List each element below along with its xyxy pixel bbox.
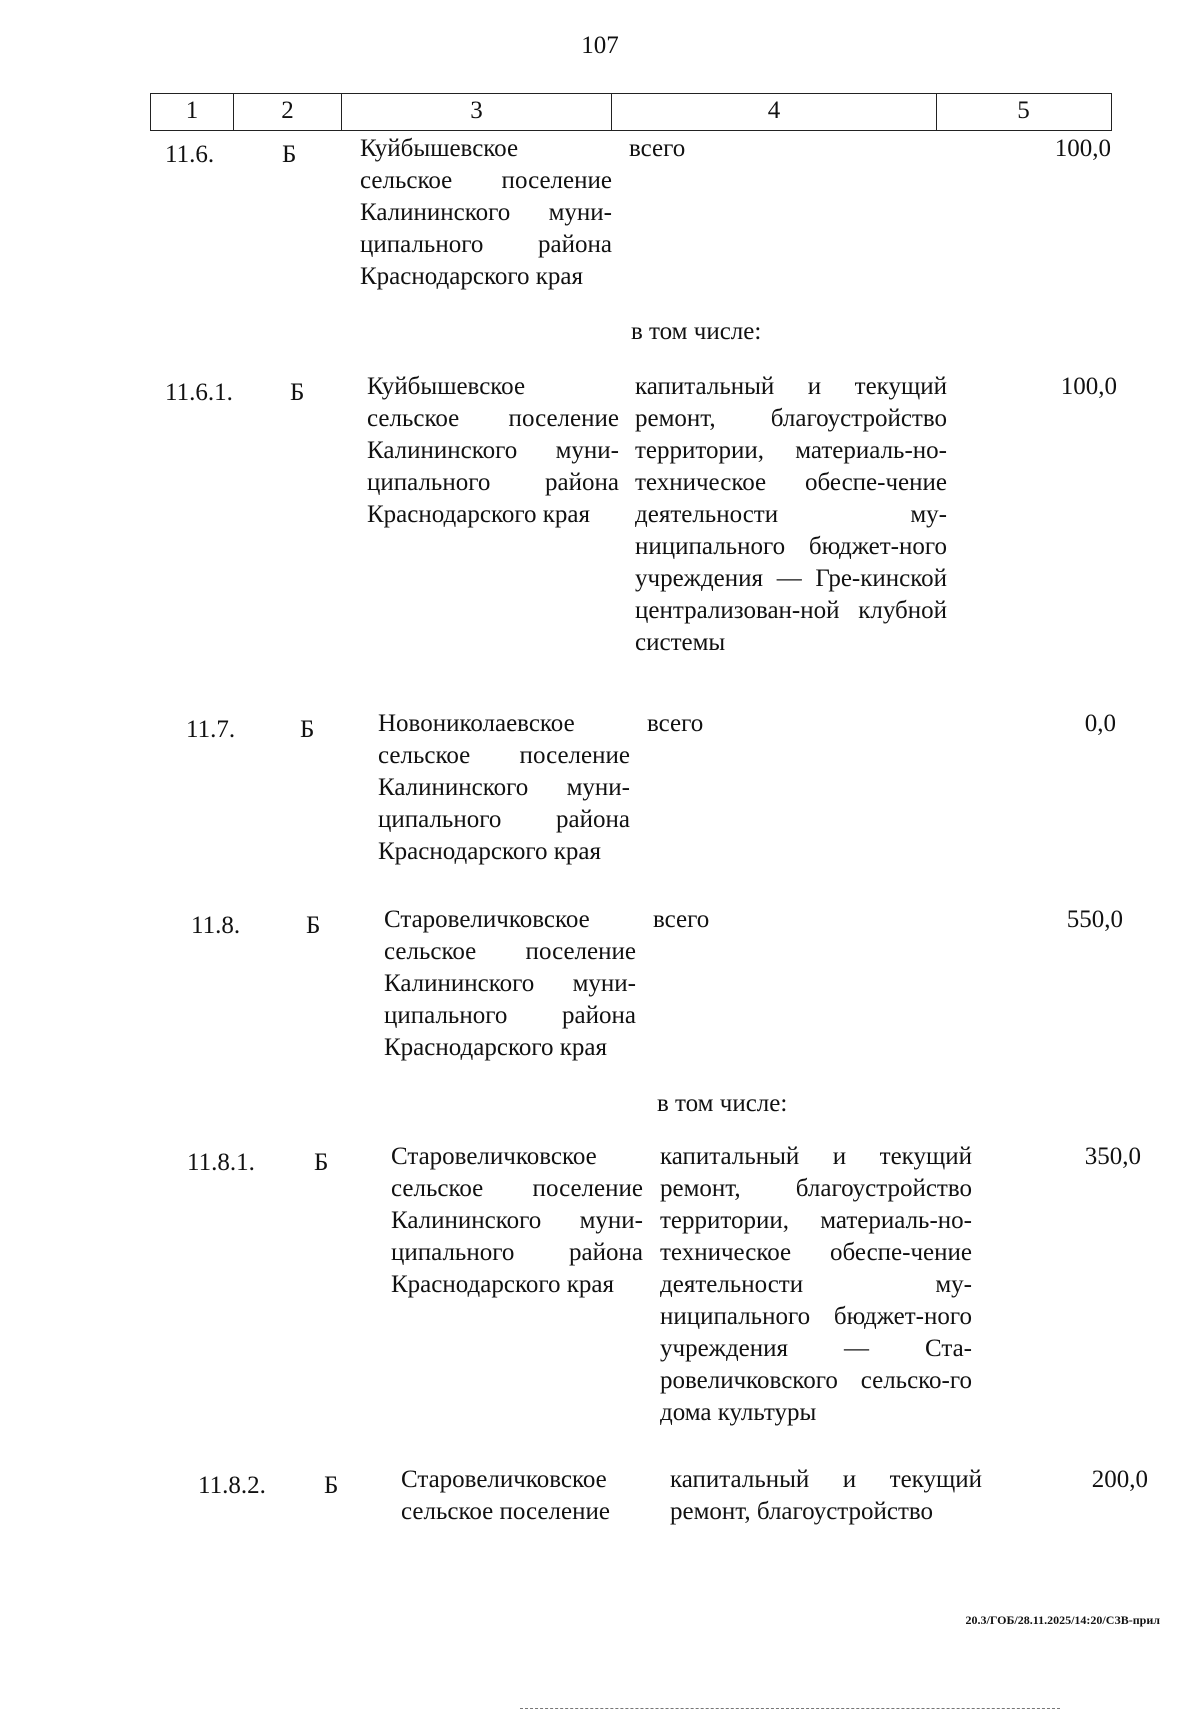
- row-recipient: Куйбышевское сельское поселение Калининского муни-ципального района Краснодарского края: [360, 135, 612, 290]
- row-recipient: Новониколаевское сельское поселение Калининского муни-ципального района Краснодарского края: [378, 710, 630, 865]
- row-recipient: Старовеличковское сельское поселение Калининского муни-ципального района Краснодарского края: [384, 906, 636, 1061]
- column-header-4: 4: [612, 94, 937, 130]
- row-amount: 200,0: [1091, 1466, 1148, 1493]
- column-header-2: 2: [234, 94, 342, 130]
- column-header-1: 1: [151, 94, 234, 130]
- page-number: 107: [581, 32, 619, 59]
- row-purpose: капитальный и текущий ремонт, благоустройство: [670, 1466, 982, 1525]
- row-code: Б: [306, 912, 321, 939]
- column-header-5: 5: [1017, 97, 1030, 124]
- row-recipient: Старовеличковское сельское поселение: [401, 1466, 610, 1525]
- table-row: [198, 1464, 1158, 1534]
- row-purpose: капитальный и текущий ремонт, благоустройство территории, материаль-но-техническое обеспе-чение деятельности му-ниципального бюджет-ного учреждения — Гре-кинской централизован-ной клубной системы: [635, 373, 947, 656]
- row-amount: 350,0: [1084, 1143, 1141, 1170]
- row-number: 11.6.: [165, 141, 215, 168]
- row-recipient: Куйбышевское сельское поселение Калининского муни-ципального района Краснодарского края: [367, 373, 619, 528]
- table-header-row: [150, 93, 1112, 131]
- row-purpose: всего: [647, 710, 704, 737]
- row-amount: 0,0: [1084, 710, 1116, 737]
- row-code: Б: [282, 141, 297, 168]
- row-number: 11.8.1.: [187, 1149, 255, 1176]
- bottom-divider: [520, 1708, 1060, 1709]
- row-code: Б: [300, 716, 315, 743]
- including-subheading: в том числе:: [657, 1090, 788, 1117]
- row-amount: 550,0: [1066, 906, 1123, 933]
- row-purpose: всего: [653, 906, 710, 933]
- table-row: [186, 708, 1136, 878]
- including-subheading: в том числе:: [631, 318, 762, 345]
- row-purpose: всего: [629, 135, 686, 162]
- row-recipient: Старовеличковское сельское поселение Калининского муни-ципального района Краснодарского края: [391, 1143, 643, 1298]
- table-row: [191, 904, 1141, 1074]
- table-row: [165, 133, 1115, 303]
- row-amount: 100,0: [1060, 373, 1117, 400]
- row-number: 11.8.: [191, 912, 241, 939]
- row-amount: 100,0: [1054, 135, 1111, 162]
- document-code: 20.3/ГОБ/28.11.2025/14:20/СЗВ-прил: [965, 1613, 1160, 1627]
- row-number: 11.6.1.: [165, 379, 233, 406]
- table-row: [187, 1141, 1147, 1441]
- row-purpose: капитальный и текущий ремонт, благоустройство территории, материаль-но-техническое обеспе-чение деятельности му-ниципального бюджет-ного учреждения — Ста-ровеличковского сельско-го дома культуры: [660, 1143, 972, 1426]
- row-code: Б: [324, 1472, 339, 1499]
- table-row: [165, 371, 1125, 671]
- row-number: 11.8.2.: [198, 1472, 266, 1499]
- row-code: Б: [290, 379, 305, 406]
- column-header-3: 3: [342, 94, 612, 130]
- row-code: Б: [314, 1149, 329, 1176]
- row-number: 11.7.: [186, 716, 236, 743]
